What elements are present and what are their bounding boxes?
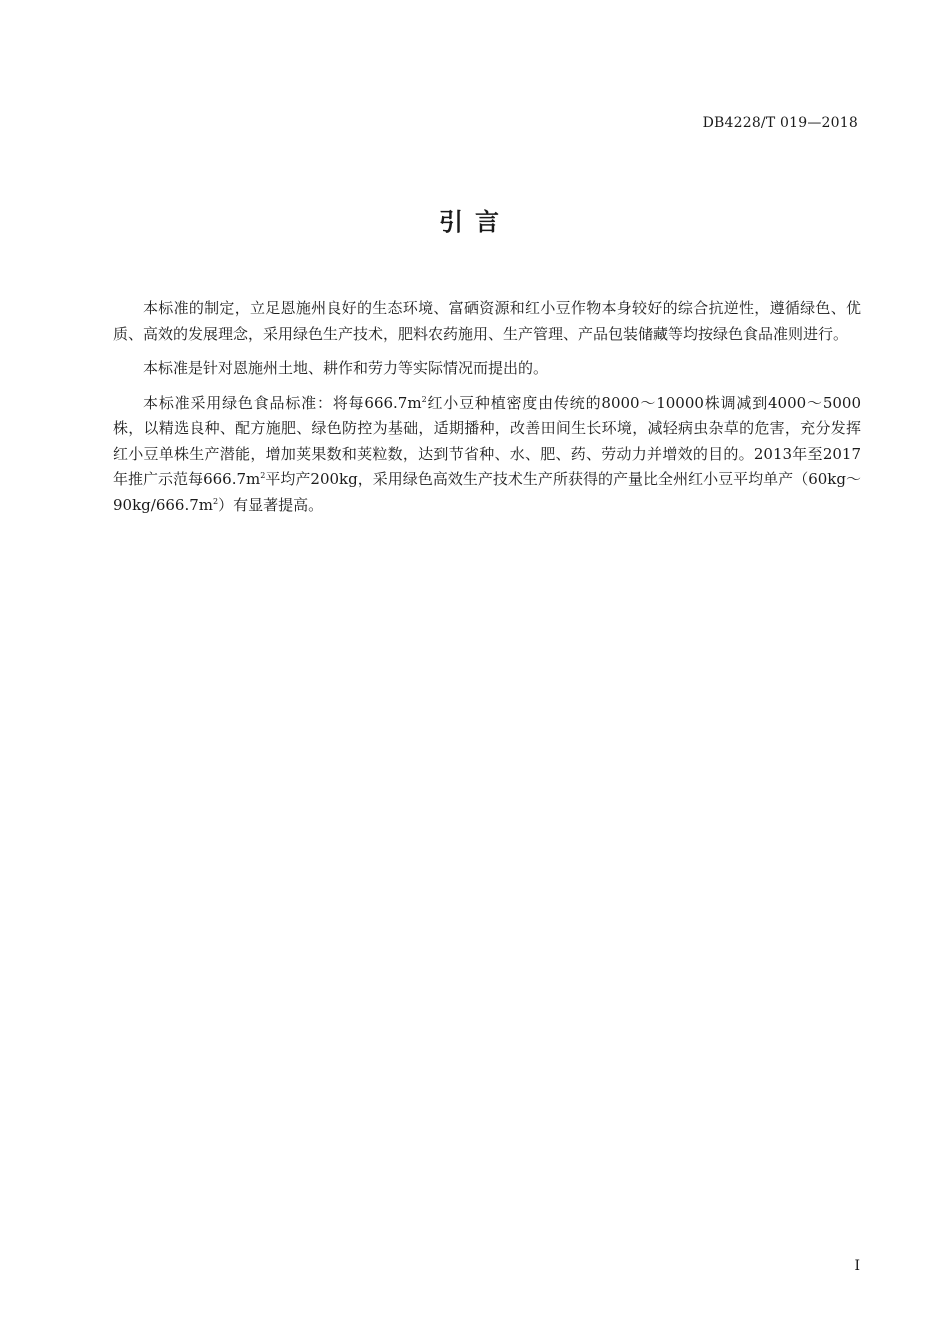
paragraph-3 <box>113 391 861 519</box>
page-number: I <box>854 1258 860 1274</box>
page-title: 引言 <box>439 208 511 236</box>
superscript-2: 2 <box>213 496 219 506</box>
body-text <box>113 296 861 527</box>
paragraph-3-part-1: 本标准采用绿色食品标准：将每666.7m <box>143 393 422 412</box>
paragraph-3-part-2: 红小豆种植密度由传统的8000～10000株调减到4000～5000株，以精选良种、配方施肥、绿色防控为基础，适期播种，改善田间生长环境，减轻病虫杂草的危害，充分发挥红小豆单株生产潜能，增加荚果数和荚粒数，达到节省种、水、肥、药、劳动力并增效的目的。2013年至2017年推广示范每666.7m <box>113 393 861 488</box>
paragraph-3-part-3: 平均产200kg，采用绿色高效生产技术生产所获得的产量比全州红小豆平均单产（60kg～90kg/666.7m <box>113 470 861 514</box>
paragraph-3-part-4: ）有显著提高。 <box>218 495 324 514</box>
document-code: DB4228/T 019—2018 <box>702 115 858 131</box>
paragraph-2: 本标准是针对恩施州土地、耕作和劳力等实际情况而提出的。 <box>143 359 549 377</box>
superscript-2: 2 <box>421 394 427 404</box>
paragraph-1: 本标准的制定，立足恩施州良好的生态环境、富硒资源和红小豆作物本身较好的综合抗逆性，遵循绿色、优质、高效的发展理念，采用绿色生产技术，肥料农药施用、生产管理、产品包装储藏等均按绿色食品准则进行。 <box>113 299 861 343</box>
superscript-2: 2 <box>260 471 266 480</box>
